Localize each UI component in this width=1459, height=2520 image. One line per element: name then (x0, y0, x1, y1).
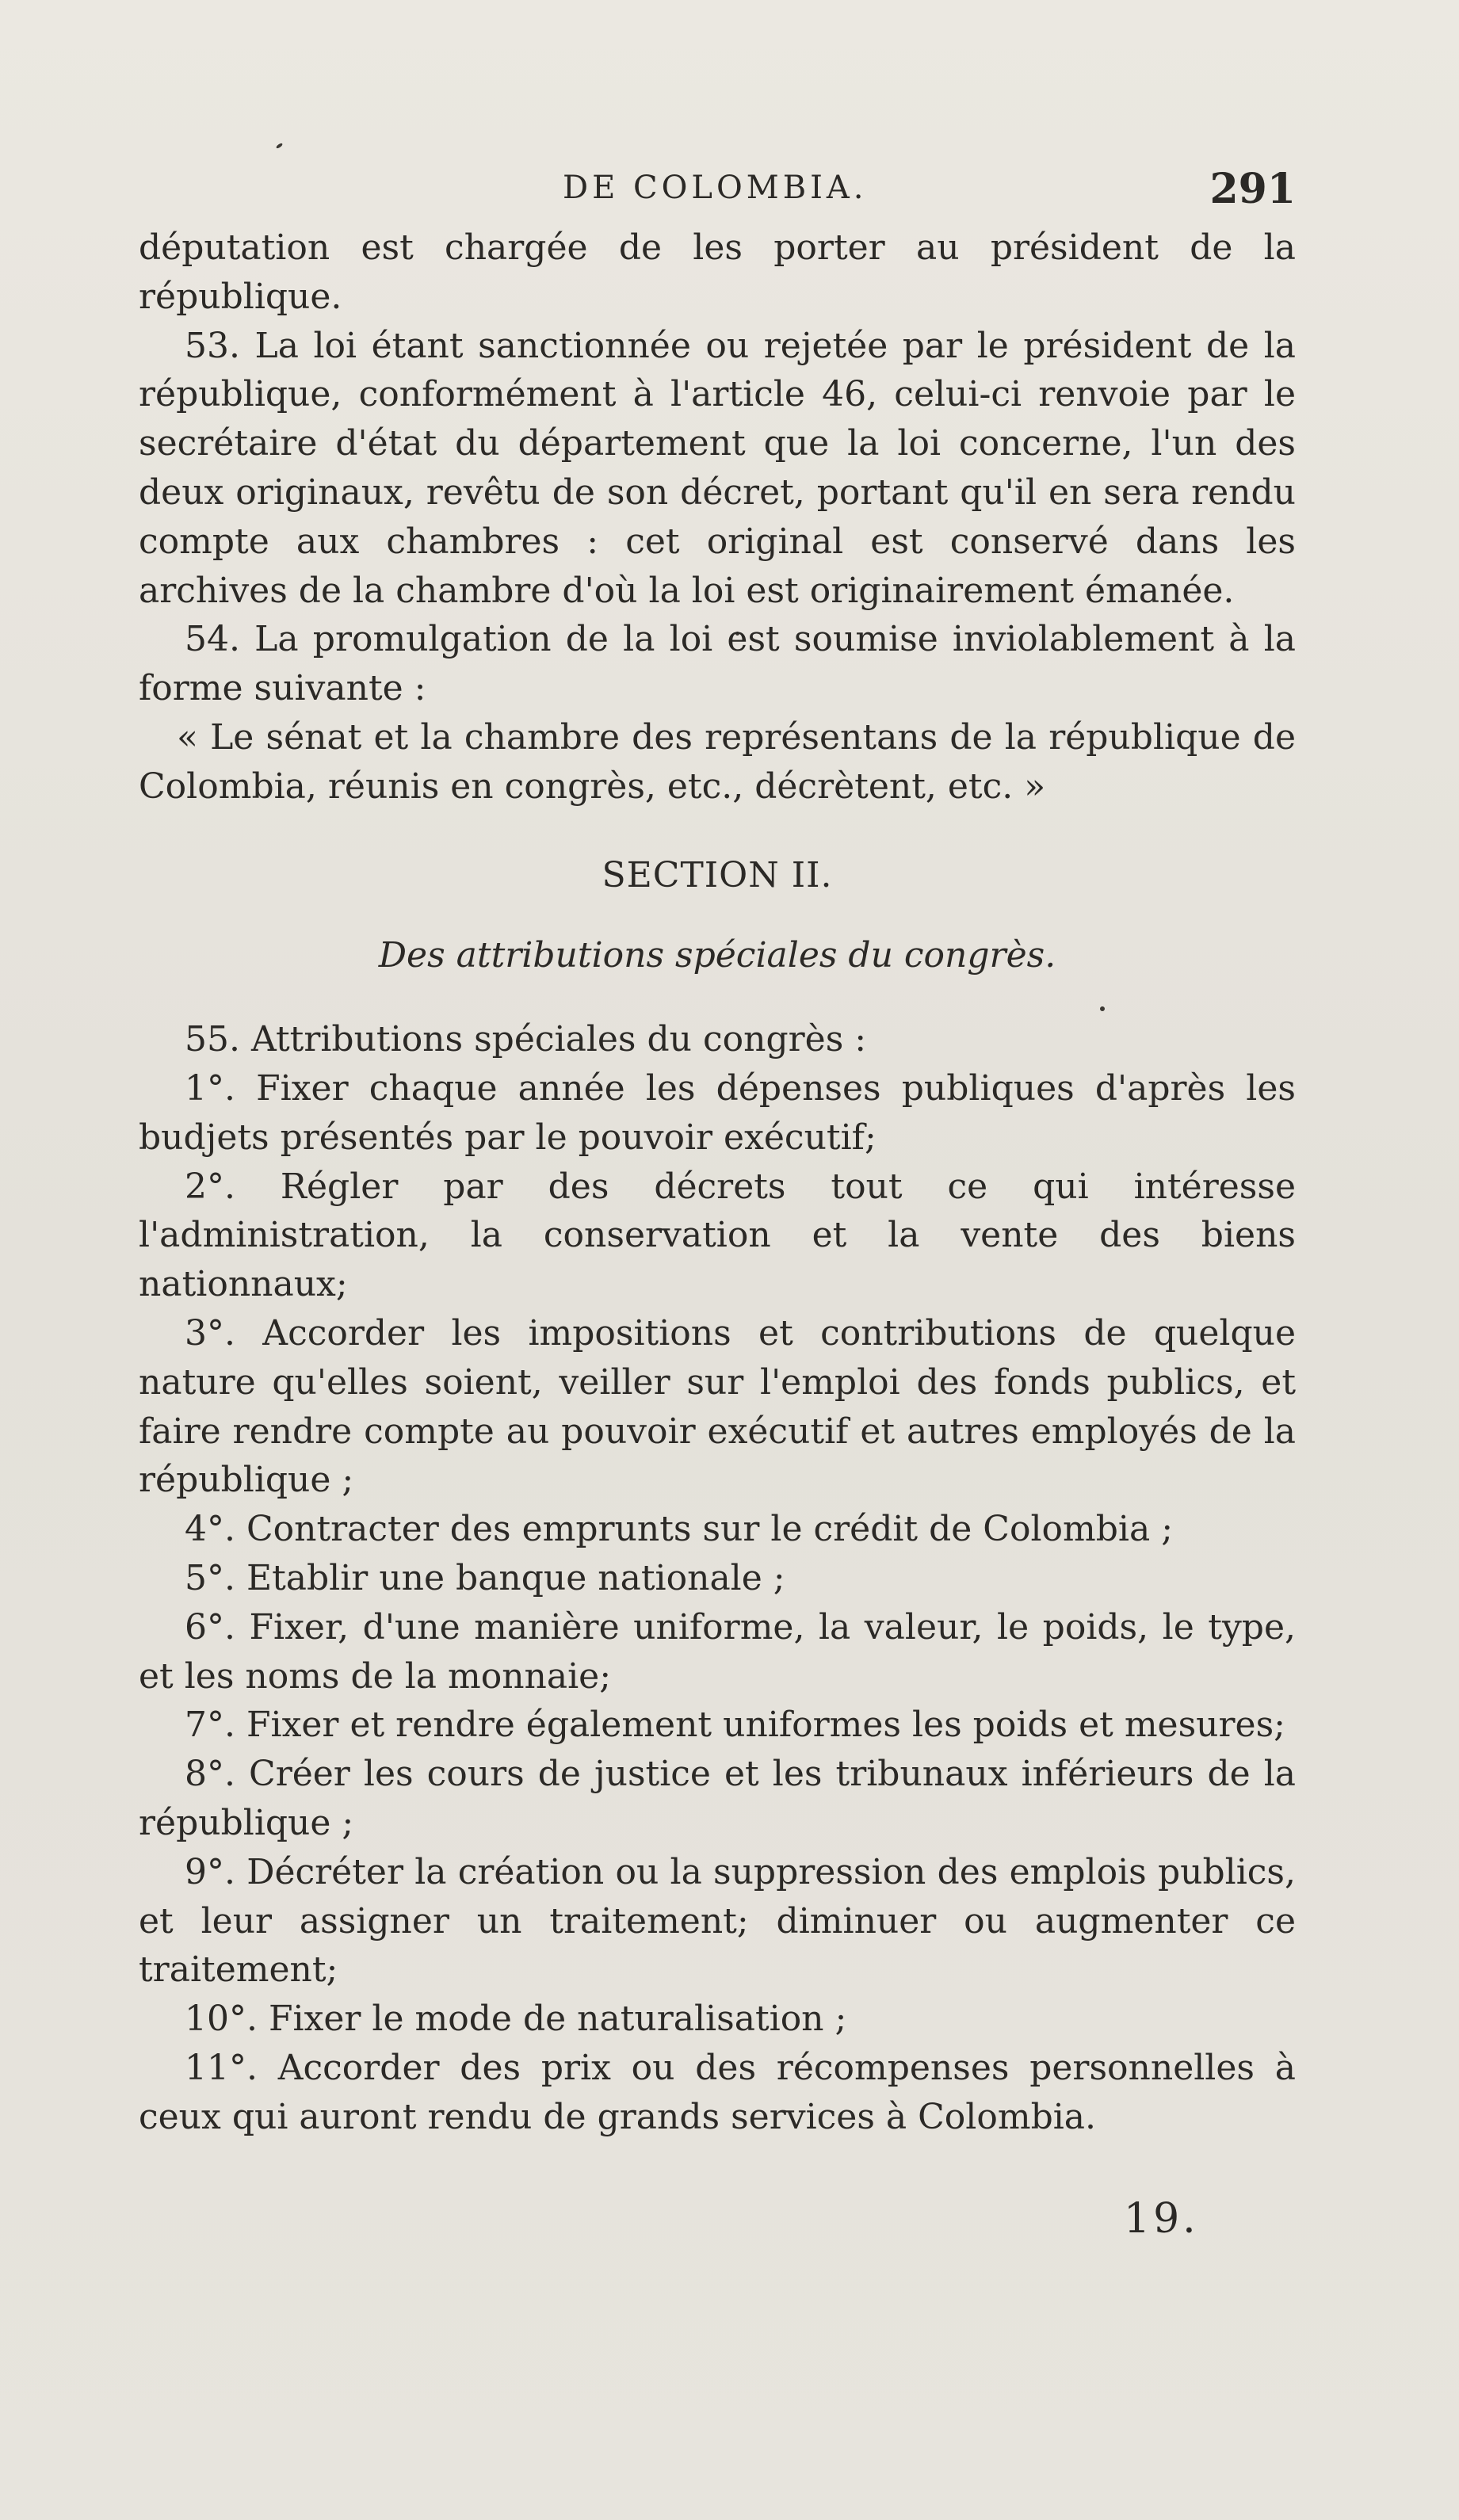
section-subtitle: Des attributions spéciales du congrès. (378, 935, 1056, 976)
list-item: 2°. Régler par des décrets tout ce qui intéresse l'administration, la conservation et la vente des biens nationnaux; (139, 1166, 1296, 1305)
paragraph: députation est chargée de les porter au président de la république. (139, 227, 1296, 317)
list-item: 5°. Etablir une banque nationale ; (185, 1557, 785, 1598)
page-number: 291 (1209, 165, 1296, 213)
list-item: 11°. Accorder des prix ou des récompenses personnelles à ceux qui auront rendu de grands services à Colombia. (139, 2047, 1296, 2137)
list-item: 7°. Fixer et rendre également uniformes les poids et mesures; (185, 1705, 1285, 1746)
article-55: 55. Attributions spéciales du congrès : (185, 1019, 867, 1060)
ink-speck (276, 143, 284, 149)
list-item: 9°. Décréter la création ou la suppression des emplois publics, et leur assigner un traitement; diminuer ou augmenter ce traitement; (139, 1851, 1296, 1991)
page-header (139, 165, 1296, 220)
page-body (139, 223, 1296, 2141)
paragraph-article-53: 53. La loi étant sanctionnée ou rejetée par le président de la république, conformément à l'article 46, celui-ci renvoie par le secrétaire d'état du département que la loi concerne, l'un des deux originaux, revêtu de son décret, portant qu'il en sera rendu compte aux chambres : cet original est conservé dans les archives de la chambre d'où la loi est originairement émanée. (139, 325, 1296, 611)
list-item: 1°. Fixer chaque année les dépenses publiques d'après les budjets présentés par le pouvoir exécutif; (139, 1067, 1296, 1158)
list-item: 6°. Fixer, d'une manière uniforme, la valeur, le poids, le type, et les noms de la monnaie; (139, 1606, 1296, 1697)
signature-mark: 19. (1124, 2195, 1199, 2243)
list-item: 10°. Fixer le mode de naturalisation ; (185, 1999, 847, 2040)
list-item: 3°. Accorder les impositions et contributions de quelque nature qu'elles soient, veiller sur l'emploi des fonds publics, et faire rendre compte au pouvoir exécutif et autres employés de la république ; (139, 1312, 1296, 1501)
paragraph-article-54: 54. La promulgation de la loi est soumise inviolablement à la forme suivante : (139, 619, 1296, 709)
list-item: 8°. Créer les cours de justice et les tribunaux inférieurs de la république ; (139, 1754, 1296, 1843)
section-title: SECTION II. (602, 854, 833, 895)
running-head: DE COLOMBIA. (563, 170, 868, 206)
promulgation-formula: « Le sénat et la chambre des représentans de la république de Colombia, réunis en congrès, etc., décrètent, etc. » (139, 716, 1296, 807)
list-item: 4°. Contracter des emprunts sur le crédit de Colombia ; (185, 1509, 1174, 1550)
